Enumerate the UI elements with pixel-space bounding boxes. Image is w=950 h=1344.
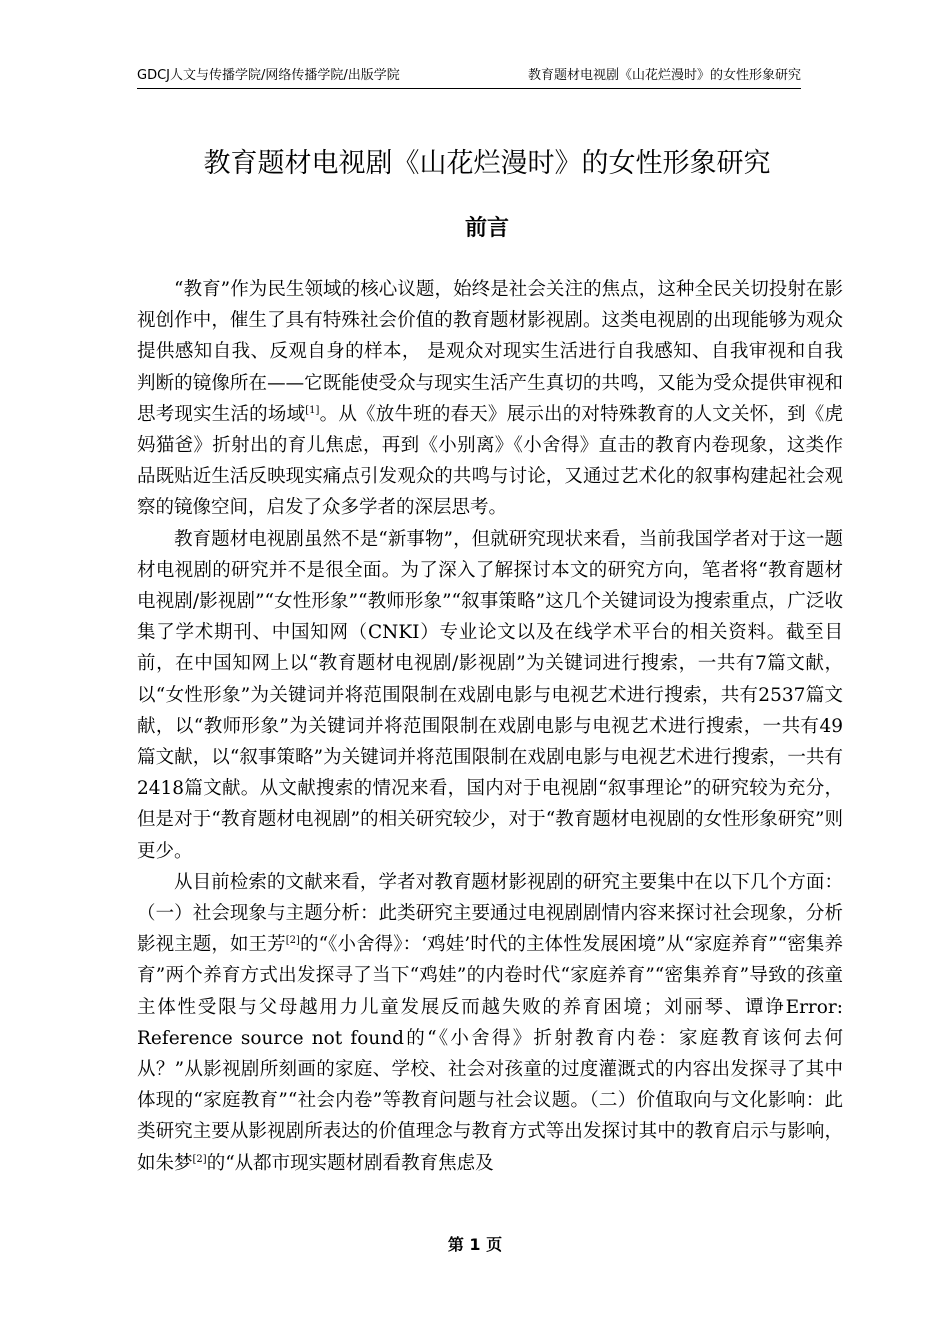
section-heading: 前言 bbox=[464, 216, 509, 241]
paragraph-2: 教育题材电视剧虽然不是“新事物”，但就研究现状来看，当前我国学者对于这一题材电视剧的研究并不是很全面。为了深入了解探讨本文的研究方向，笔者将“教育题材电视剧/影视剧”“女性形象”“教师形象”“叙事策略”这几个关键词设为搜索重点，广泛收集了学术期刊、中国知网（CNKI）专业论文以及在线学术平台的相关资料。截至目前，在中国知网上以“教育题材电视剧/影视剧”为关键词进行搜索，一共有7篇文献，以“女性形象”为关键词并将范围限制在戏剧电影与电视艺术进行搜索，共有2537篇文献，以“教师形象”为关键词并将范围限制在戏剧电影与电视艺术进行搜索，一共有49篇文献，以“叙事策略”为关键词并将范围限制在戏剧电影与电视艺术进行搜索，一共有2418篇文献。从文献搜索的情况来看，国内对于电视剧“叙事理论”的研究较为充分，但是对于“教育题材电视剧”的相关研究较少，对于“教育题材电视剧的女性形象研究”则更少。 bbox=[137, 528, 844, 862]
paragraph-3 bbox=[137, 867, 843, 1179]
paragraph-3-text-c: 的“从都市现实题材剧看教育焦虑及 bbox=[206, 1152, 494, 1174]
paragraph-1-text-a: “教育”作为民生领域的核心议题，始终是社会关注的焦点，这种全民关切投射在影视创作中，催生了具有特殊社会价值的教育题材影视剧。这类电视剧的出现能够为观众提供感知自我、反观自身的样本， 是观众对现实生活进行自我感知、自我审视和自我判断的镜像所在——它既能使受众与现实生活产生真切的共鸣，又能为受众提供审视和思考现实生活的场域 bbox=[137, 279, 843, 425]
page-number: 第 1 页 bbox=[447, 1235, 503, 1254]
paragraph-1 bbox=[137, 274, 843, 524]
paragraph-3-text-b: 的“《小舍得》：‘鸡娃’时代的主体性发展困境”从“家庭养育”“密集养育”两个养育方式出发探寻了当下“鸡娃”的内卷时代“家庭养育”“密集养育”导致的孩童主体性受限与父母越用力儿童发展反而越失败的养育困境；刘丽琴、谭诤Error: Reference source not found的“《小舍得》折射教育内卷：家庭教育该何去何从？”从影视剧所刻画的家庭、学校、社会对孩童的过度灌溉式的内容出发探寻了其中体现的“家庭教育”“社会内卷”等教育问题与社会议题。（二）价值取向与文化影响：此类研究主要从影视剧所表达的价值理念与教育方式等出发探讨其中的教育启示与影响，如朱梦 bbox=[137, 934, 843, 1174]
paper-title: 教育题材电视剧《山花烂漫时》的女性形象研究 bbox=[203, 148, 771, 179]
paragraph-3-text-a: 从目前检索的文献来看，学者对教育题材影视剧的研究主要集中在以下几个方面：（一）社会现象与主题分析：此类研究主要通过电视剧剧情内容来探讨社会现象，分析影视主题，如王芳 bbox=[137, 871, 843, 956]
header-paper-title: 教育题材电视剧《山花烂漫时》的女性形象研究 bbox=[527, 68, 801, 83]
citation-3: [2] bbox=[192, 1153, 207, 1165]
paragraph-1-text-b: 。从《放牛班的春天》展示出的对特殊教育的人文关怀，到《虎妈猫爸》折射出的育儿焦虑，再到《小别离》《小舍得》直击的教育内卷现象，这类作品既贴近生活反映现实痛点引发观众的共鸣与讨论，又通过艺术化的叙事构建起社会观察的镜像空间，启发了众多学者的深层思考。 bbox=[137, 403, 843, 519]
citation-2: [2] bbox=[285, 935, 300, 947]
running-header bbox=[137, 66, 801, 89]
citation-1: [1] bbox=[305, 404, 320, 416]
body-text bbox=[137, 274, 843, 1179]
header-institution: GDCJ人文与传播学院/网络传播学院/出版学院 bbox=[137, 68, 400, 83]
